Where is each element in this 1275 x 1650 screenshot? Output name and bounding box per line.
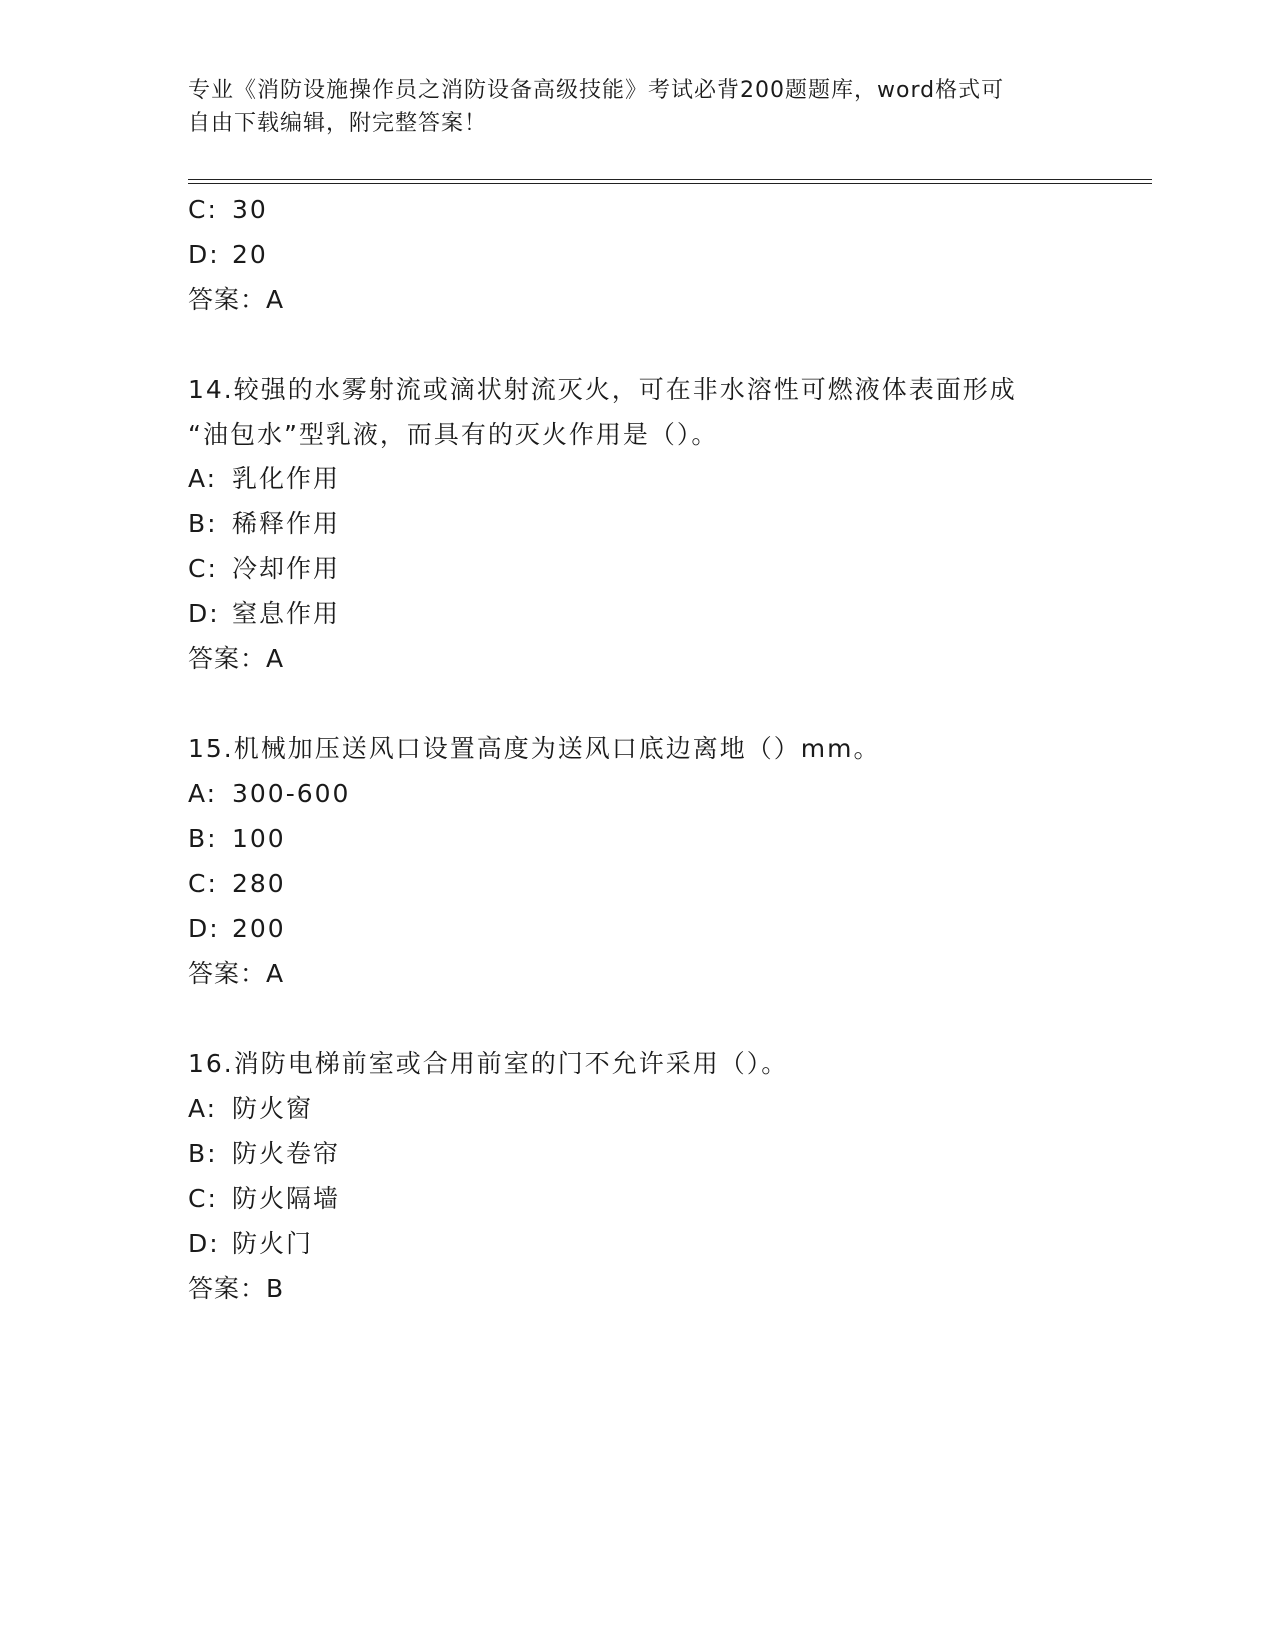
- header-line-1: 专业《消防设施操作员之消防设备高级技能》考试必背200题题库，word格式可: [188, 78, 1005, 103]
- option-letter: D:: [188, 914, 220, 943]
- option-text: 100: [232, 824, 286, 853]
- option-item: [188, 553, 340, 585]
- option-text: 30: [232, 195, 268, 224]
- option-item: [188, 239, 268, 271]
- option-item: [188, 508, 340, 540]
- answer-line: 答案：A: [188, 285, 285, 314]
- option-letter: A:: [188, 779, 218, 808]
- header-divider-top: [188, 179, 1152, 180]
- option-text: 280: [232, 869, 286, 898]
- option-letter: C:: [188, 195, 218, 224]
- option-text: 冷却作用: [232, 554, 341, 583]
- answer-line: 答案：B: [188, 1274, 285, 1303]
- option-text: 200: [232, 914, 286, 943]
- header-divider-bottom: [188, 183, 1152, 184]
- option-letter: D:: [188, 240, 220, 269]
- option-item: [188, 1183, 340, 1215]
- option-letter: B:: [188, 1139, 218, 1168]
- option-letter: A:: [188, 1094, 218, 1123]
- header-line-2: 自由下载编辑，附完整答案！: [188, 111, 488, 136]
- option-letter: C:: [188, 869, 218, 898]
- option-text: 乳化作用: [232, 464, 341, 493]
- option-letter: A:: [188, 464, 218, 493]
- option-item: [188, 463, 340, 495]
- option-text: 防火门: [232, 1229, 314, 1258]
- option-item: [188, 778, 350, 810]
- option-item: [188, 598, 340, 630]
- option-text: 20: [232, 240, 268, 269]
- question-text-continued: “油包水”型乳液，而具有的灭火作用是（）。: [188, 420, 719, 449]
- question-text: 14.较强的水雾射流或滴状射流灭火，可在非水溶性可燃液体表面形成: [188, 375, 1017, 404]
- option-letter: D:: [188, 1229, 220, 1258]
- option-text: 防火隔墙: [232, 1184, 341, 1213]
- question-text: 15.机械加压送风口设置高度为送风口底边离地（）mm。: [188, 734, 881, 763]
- option-text: 防火窗: [232, 1094, 314, 1123]
- option-item: [188, 823, 286, 855]
- option-item: [188, 868, 286, 900]
- option-item: [188, 1138, 340, 1170]
- option-letter: C:: [188, 1184, 218, 1213]
- option-text: 稀释作用: [232, 509, 341, 538]
- option-letter: C:: [188, 554, 218, 583]
- option-item: [188, 1228, 313, 1260]
- option-letter: B:: [188, 824, 218, 853]
- option-letter: D:: [188, 599, 220, 628]
- question-text: 16.消防电梯前室或合用前室的门不允许采用（）。: [188, 1049, 789, 1078]
- option-item: [188, 913, 286, 945]
- option-text: 防火卷帘: [232, 1139, 341, 1168]
- option-letter: B:: [188, 509, 218, 538]
- option-text: 窒息作用: [232, 599, 341, 628]
- answer-line: 答案：A: [188, 644, 285, 673]
- option-item: [188, 1093, 313, 1125]
- option-text: 300-600: [232, 779, 351, 808]
- document-header: [188, 74, 1088, 140]
- answer-line: 答案：A: [188, 959, 285, 988]
- option-item: [188, 194, 268, 226]
